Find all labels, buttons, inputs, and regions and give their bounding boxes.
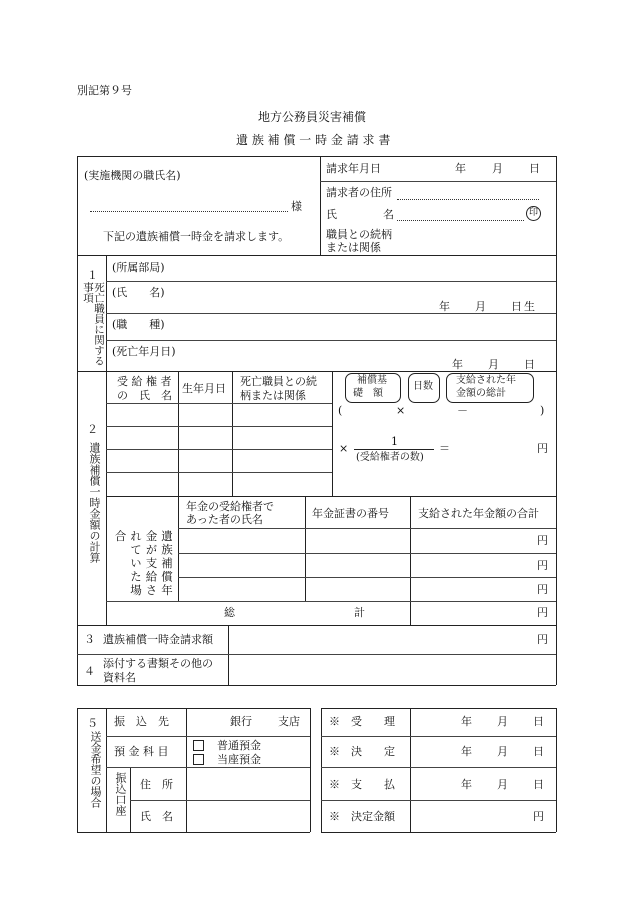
col-relation-1: 死亡職員との続 <box>240 375 317 388</box>
section3-number: ３ <box>84 633 95 646</box>
col-recipient-1: 受 給 権 者 <box>117 375 172 388</box>
bank-label: 銀行 <box>230 715 252 728</box>
decided-year: 年 <box>461 745 472 758</box>
section4-label-1: 添付する書類その他の <box>103 657 213 670</box>
decided-amount-yen: 円 <box>533 810 544 823</box>
current-label: 当座預金 <box>217 753 261 766</box>
total-label-2: 計 <box>354 606 365 619</box>
paid-month: 月 <box>497 778 508 791</box>
employer-label: (実施機関の職氏名) <box>84 169 181 182</box>
pension-yen-1: 円 <box>537 534 548 547</box>
section1-number: １ <box>87 269 98 282</box>
address-line[interactable] <box>397 199 539 200</box>
received-month: 月 <box>497 715 508 728</box>
branch-label: 支店 <box>278 715 300 728</box>
name-line[interactable] <box>397 220 524 221</box>
seal-icon: 印 <box>526 206 541 221</box>
col-relation-2: 柄または関係 <box>240 389 306 402</box>
address-label: 請求者の住所 <box>326 186 392 199</box>
relation-label-2: または関係 <box>326 241 381 254</box>
section4-number: ４ <box>84 665 95 678</box>
name-label-2: 名 <box>383 208 394 221</box>
ordinary-checkbox[interactable] <box>193 740 204 751</box>
sama-label: 様 <box>291 200 302 213</box>
birth-month: 月 <box>475 300 486 313</box>
pension-case-label: 遺族補償年金が支給されていた場合 <box>113 530 174 598</box>
deceased-name-label: (氏 名) <box>112 286 165 299</box>
ordinary-label: 普通預金 <box>217 739 261 752</box>
received-day: 日 <box>533 715 544 728</box>
col-recipient-2: の 氏 名 <box>117 389 172 402</box>
pension-col-cert: 年金証書の番号 <box>312 507 389 520</box>
death-year: 年 <box>452 358 463 371</box>
birth-suffix: 生 <box>524 300 535 313</box>
total-yen: 円 <box>537 606 548 619</box>
name-label-1: 氏 <box>326 208 337 221</box>
request-text: 下記の遺族補償一時金を請求します。 <box>103 230 290 243</box>
form-org: 地方公務員災害補償 <box>258 110 367 124</box>
form-title: 遺 族 補 償 一 時 金 請 求 書 <box>236 133 391 147</box>
pension-col-total: 支給された年金額の合計 <box>418 507 539 520</box>
section3-yen: 円 <box>537 633 548 646</box>
birth-year: 年 <box>439 300 450 313</box>
section2-label: 遺族補償一時金額の計算 <box>88 442 101 563</box>
paid-year: 年 <box>461 778 472 791</box>
job-label: (職 種) <box>112 318 165 331</box>
paid-day: 日 <box>533 778 544 791</box>
account-box-label: 振込口座 <box>114 772 127 816</box>
decided-day: 日 <box>533 745 544 758</box>
relation-label-1: 職員との続柄 <box>326 228 392 241</box>
decided-amount-label: ※ 決定金額 <box>329 810 395 823</box>
paid-label: ※ 支 払 <box>329 778 395 791</box>
section5-label: 送金希望の場合 <box>89 731 102 808</box>
section2-number: ２ <box>87 423 98 436</box>
request-date-day: 日 <box>529 162 540 175</box>
employer-line[interactable] <box>90 211 288 212</box>
account-name-label: 氏 名 <box>140 810 173 823</box>
request-date-label: 請求年月日 <box>326 162 381 175</box>
received-label: ※ 受 理 <box>329 715 395 728</box>
section1-label: 死亡職員に関する事項 <box>81 282 105 366</box>
section4-label-2: 資料名 <box>103 671 136 684</box>
pension-yen-2: 円 <box>537 559 548 572</box>
birth-day: 日 <box>511 300 522 313</box>
death-date-label: (死亡年月日) <box>112 345 176 358</box>
col-birth: 生年月日 <box>182 382 226 395</box>
request-date-year: 年 <box>455 162 466 175</box>
death-month: 月 <box>488 358 499 371</box>
pension-yen-3: 円 <box>537 583 548 596</box>
total-label-1: 総 <box>224 606 235 619</box>
pension-col-name-1: 年金の受給権者で <box>186 500 274 513</box>
decided-month: 月 <box>497 745 508 758</box>
transfer-to-label: 振 込 先 <box>114 715 169 728</box>
form-number: 別記第９号 <box>77 84 132 97</box>
decided-label: ※ 決 定 <box>329 745 395 758</box>
dept-label: (所属部局) <box>112 261 165 274</box>
current-checkbox[interactable] <box>193 754 204 765</box>
section3-label: 遺族補償一時金請求額 <box>103 633 213 646</box>
received-year: 年 <box>461 715 472 728</box>
request-date-month: 月 <box>492 162 503 175</box>
pension-col-name-2: あった者の氏名 <box>186 513 263 526</box>
account-address-label: 住 所 <box>140 778 173 791</box>
account-type-label: 預 金 科 目 <box>114 745 169 758</box>
section5-number: ５ <box>87 717 98 730</box>
death-day: 日 <box>524 358 535 371</box>
